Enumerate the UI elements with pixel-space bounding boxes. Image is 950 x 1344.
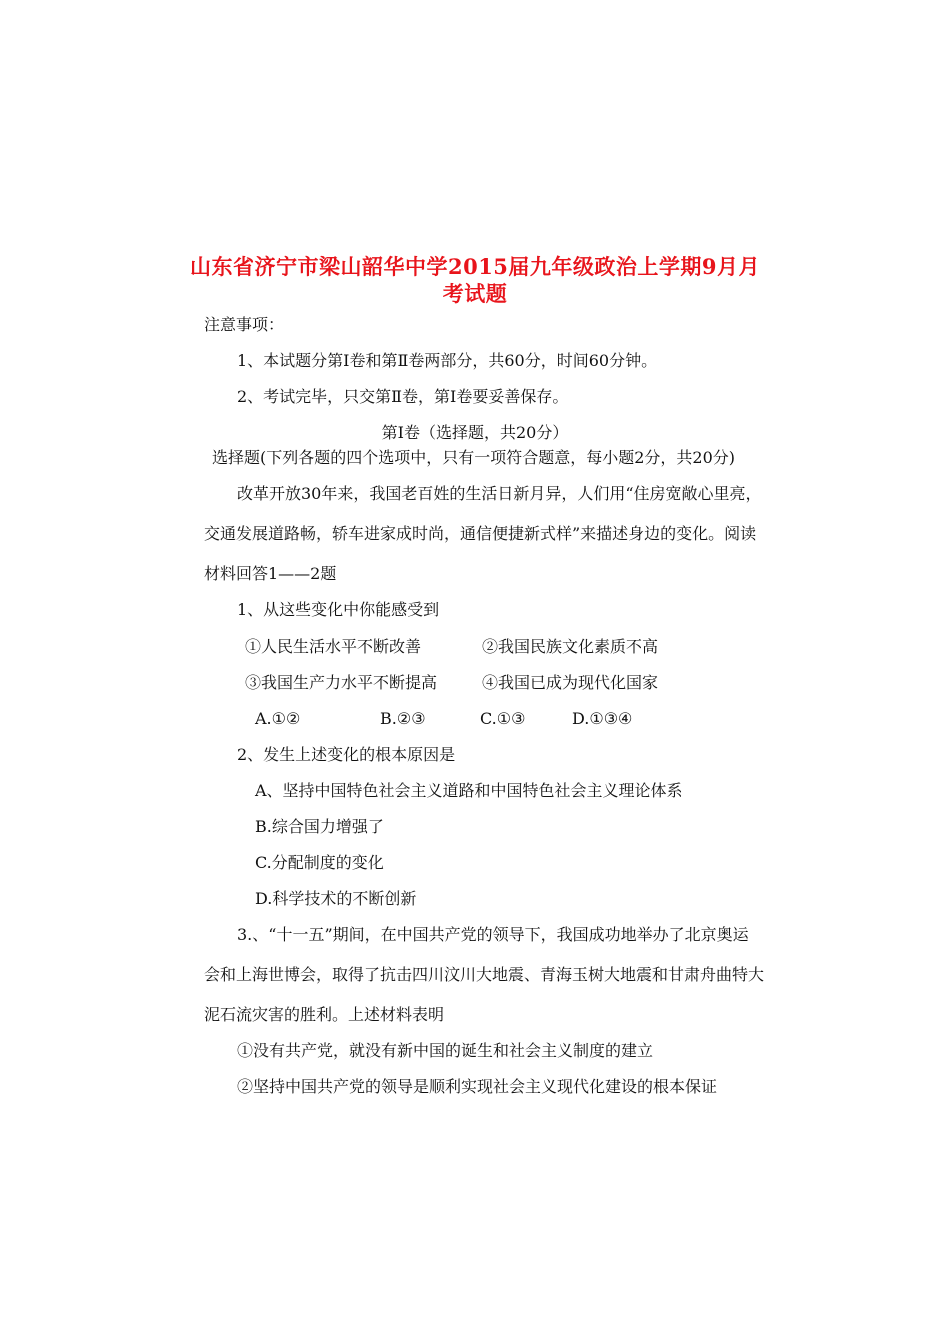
q1-stem: 1、从这些变化中你能感受到	[237, 600, 440, 619]
notice-item-2: 2、考试完毕，只交第Ⅱ卷，第Ⅰ卷要妥善保存。	[237, 387, 569, 406]
q1-choice-d: D.①③④	[572, 709, 633, 728]
q1-choice-a: A.①②	[255, 709, 301, 728]
q1-choice-c: C.①③	[480, 709, 526, 728]
exam-title-line1: 山东省济宁市梁山韶华中学2015届九年级政治上学期9月月	[189, 254, 761, 279]
q1-option-1: ①人民生活水平不断改善	[245, 637, 422, 656]
q1-option-2: ②我国民族文化素质不高	[482, 637, 659, 656]
q3-option-1: ①没有共产党，就没有新中国的诞生和社会主义制度的建立	[237, 1041, 654, 1060]
section-1-instruction: 选择题(下列各题的四个选项中，只有一项符合题意，每小题2分，共20分)	[212, 448, 736, 467]
section-1-heading: 第Ⅰ卷（选择题，共20分）	[381, 423, 569, 442]
q2-choice-b: B.综合国力增强了	[255, 817, 384, 836]
material-line-3: 材料回答1——2题	[204, 564, 337, 583]
q1-option-4: ④我国已成为现代化国家	[482, 673, 659, 692]
q2-choice-c: C.分配制度的变化	[255, 853, 384, 872]
q1-option-3: ③我国生产力水平不断提高	[245, 673, 438, 692]
q3-line-1: 3.、“十一五”期间，在中国共产党的领导下，我国成功地举办了北京奥运	[237, 925, 749, 944]
q3-option-2: ②坚持中国共产党的领导是顺利实现社会主义现代化建设的根本保证	[237, 1077, 718, 1096]
q2-choice-d: D.科学技术的不断创新	[255, 889, 417, 908]
q3-line-2: 会和上海世博会，取得了抗击四川汶川大地震、青海玉树大地震和甘肃舟曲特大	[204, 965, 765, 984]
material-line-1: 改革开放30年来，我国老百姓的生活日新月异，人们用“住房宽敞心里亮，	[237, 484, 762, 503]
q1-choice-b: B.②③	[380, 709, 426, 728]
notice-heading: 注意事项：	[204, 315, 285, 334]
q3-line-3: 泥石流灾害的胜利。上述材料表明	[204, 1005, 445, 1024]
exam-title-line2: 考试题	[442, 281, 508, 306]
notice-item-1: 1、本试题分第Ⅰ卷和第Ⅱ卷两部分，共60分，时间60分钟。	[237, 351, 658, 370]
material-line-2: 交通发展道路畅，轿车进家成时尚，通信便捷新式样”来描述身边的变化。阅读	[204, 524, 757, 543]
q2-stem: 2、发生上述变化的根本原因是	[237, 745, 456, 764]
q2-choice-a: A、坚持中国特色社会主义道路和中国特色社会主义理论体系	[255, 781, 683, 800]
